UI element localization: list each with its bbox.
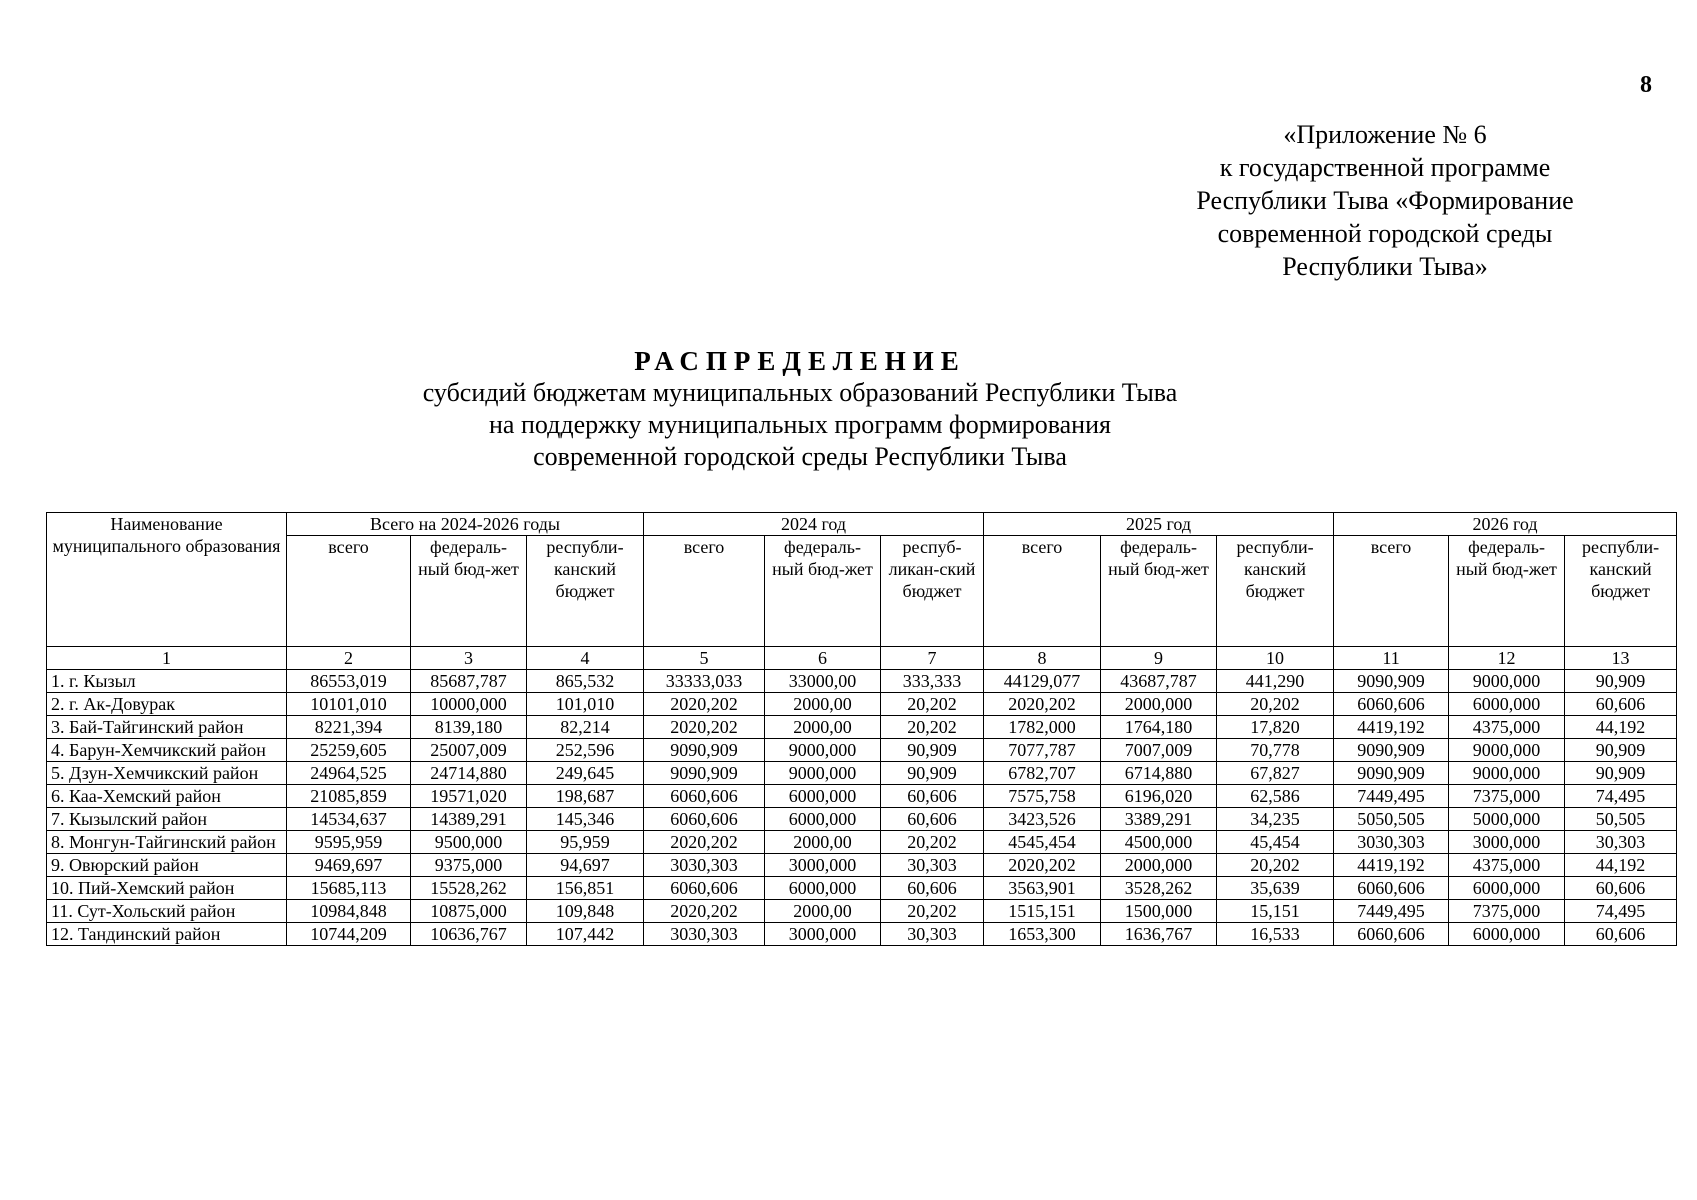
table-row bbox=[47, 693, 1677, 716]
table-cell: 441,290 bbox=[1217, 670, 1334, 693]
table-cell: 35,639 bbox=[1217, 877, 1334, 900]
table-body bbox=[47, 670, 1677, 946]
table-cell: 21085,859 bbox=[287, 785, 411, 808]
table-cell: 90,909 bbox=[881, 739, 984, 762]
table-cell: 20,202 bbox=[1217, 854, 1334, 877]
column-number: 2 bbox=[287, 647, 411, 670]
table-cell: 94,697 bbox=[527, 854, 644, 877]
municipality-name: 4. Барун-Хемчикский район bbox=[47, 739, 287, 762]
table-cell: 25259,605 bbox=[287, 739, 411, 762]
table-row bbox=[47, 854, 1677, 877]
table-cell: 62,586 bbox=[1217, 785, 1334, 808]
table-cell: 60,606 bbox=[1565, 877, 1677, 900]
table-cell: 6000,000 bbox=[1449, 923, 1565, 946]
table-row bbox=[47, 739, 1677, 762]
table-cell: 6782,707 bbox=[984, 762, 1101, 785]
table-cell: 6714,880 bbox=[1101, 762, 1217, 785]
table-cell: 60,606 bbox=[1565, 923, 1677, 946]
column-header: всего bbox=[644, 536, 765, 647]
table-cell: 1636,767 bbox=[1101, 923, 1217, 946]
table-cell: 6000,000 bbox=[765, 808, 881, 831]
table-cell: 1782,000 bbox=[984, 716, 1101, 739]
table-cell: 15,151 bbox=[1217, 900, 1334, 923]
table-cell: 9090,909 bbox=[1334, 739, 1449, 762]
table-cell: 9500,000 bbox=[411, 831, 527, 854]
column-header: республи-канский бюджет bbox=[1217, 536, 1334, 647]
table-cell: 5050,505 bbox=[1334, 808, 1449, 831]
table-cell: 7077,787 bbox=[984, 739, 1101, 762]
table-cell: 333,333 bbox=[881, 670, 984, 693]
table-cell: 9000,000 bbox=[1449, 739, 1565, 762]
column-header-name: Наименование муниципального образования bbox=[47, 513, 287, 647]
table-cell: 2000,00 bbox=[765, 716, 881, 739]
table-cell: 6060,606 bbox=[644, 877, 765, 900]
table-cell: 33333,033 bbox=[644, 670, 765, 693]
column-number: 3 bbox=[411, 647, 527, 670]
table-row bbox=[47, 831, 1677, 854]
table-cell: 20,202 bbox=[881, 716, 984, 739]
table-cell: 34,235 bbox=[1217, 808, 1334, 831]
column-header: республи-канский бюджет bbox=[527, 536, 644, 647]
table-cell: 6000,000 bbox=[1449, 877, 1565, 900]
column-header: федераль-ный бюд-жет bbox=[411, 536, 527, 647]
column-header: респуб-ликан-ский бюджет bbox=[881, 536, 984, 647]
subsidy-distribution-table bbox=[46, 512, 1677, 946]
column-group-total: Всего на 2024-2026 годы bbox=[287, 513, 644, 536]
table-cell: 2020,202 bbox=[984, 693, 1101, 716]
table-cell: 44,192 bbox=[1565, 854, 1677, 877]
table-cell: 252,596 bbox=[527, 739, 644, 762]
table-cell: 33000,00 bbox=[765, 670, 881, 693]
table-cell: 19571,020 bbox=[411, 785, 527, 808]
municipality-name: 11. Сут-Хольский район bbox=[47, 900, 287, 923]
table-cell: 6060,606 bbox=[1334, 923, 1449, 946]
table-cell: 74,495 bbox=[1565, 900, 1677, 923]
table-cell: 6000,000 bbox=[1449, 693, 1565, 716]
table-cell: 86553,019 bbox=[287, 670, 411, 693]
table-cell: 249,645 bbox=[527, 762, 644, 785]
table-cell: 6060,606 bbox=[1334, 877, 1449, 900]
table-cell: 109,848 bbox=[527, 900, 644, 923]
table-cell: 4500,000 bbox=[1101, 831, 1217, 854]
table-cell: 7575,758 bbox=[984, 785, 1101, 808]
municipality-name: 5. Дзун-Хемчикский район bbox=[47, 762, 287, 785]
table-cell: 90,909 bbox=[1565, 739, 1677, 762]
column-number: 8 bbox=[984, 647, 1101, 670]
table-cell: 20,202 bbox=[881, 693, 984, 716]
column-number: 10 bbox=[1217, 647, 1334, 670]
table-row bbox=[47, 670, 1677, 693]
column-header: федераль-ный бюд-жет bbox=[1449, 536, 1565, 647]
municipality-name: 8. Монгун-Тайгинский район bbox=[47, 831, 287, 854]
table-cell: 9000,000 bbox=[765, 739, 881, 762]
table-cell: 5000,000 bbox=[1449, 808, 1565, 831]
table-cell: 4375,000 bbox=[1449, 716, 1565, 739]
column-number: 11 bbox=[1334, 647, 1449, 670]
column-number: 7 bbox=[881, 647, 984, 670]
table-cell: 7007,009 bbox=[1101, 739, 1217, 762]
table-cell: 198,687 bbox=[527, 785, 644, 808]
table-row bbox=[47, 762, 1677, 785]
table-cell: 7449,495 bbox=[1334, 785, 1449, 808]
table-cell: 8139,180 bbox=[411, 716, 527, 739]
table-cell: 4419,192 bbox=[1334, 716, 1449, 739]
column-group-2024: 2024 год bbox=[644, 513, 984, 536]
table-cell: 44,192 bbox=[1565, 716, 1677, 739]
table-cell: 2020,202 bbox=[644, 831, 765, 854]
table-cell: 1515,151 bbox=[984, 900, 1101, 923]
table-cell: 17,820 bbox=[1217, 716, 1334, 739]
municipality-name: 7. Кызылский район bbox=[47, 808, 287, 831]
table-cell: 15528,262 bbox=[411, 877, 527, 900]
table-cell: 74,495 bbox=[1565, 785, 1677, 808]
table-cell: 20,202 bbox=[1217, 693, 1334, 716]
header-group-row bbox=[47, 513, 1677, 536]
table-cell: 9000,000 bbox=[765, 762, 881, 785]
table-cell: 82,214 bbox=[527, 716, 644, 739]
table-cell: 6196,020 bbox=[1101, 785, 1217, 808]
column-header: федераль-ный бюд-жет bbox=[1101, 536, 1217, 647]
table-cell: 50,505 bbox=[1565, 808, 1677, 831]
appendix-reference bbox=[1150, 118, 1620, 283]
table-cell: 9000,000 bbox=[1449, 762, 1565, 785]
appendix-line: «Приложение № 6 bbox=[1283, 120, 1487, 149]
table-cell: 2020,202 bbox=[644, 716, 765, 739]
table-cell: 10636,767 bbox=[411, 923, 527, 946]
table-cell: 20,202 bbox=[881, 900, 984, 923]
table-cell: 90,909 bbox=[1565, 670, 1677, 693]
table-cell: 101,010 bbox=[527, 693, 644, 716]
table-row bbox=[47, 785, 1677, 808]
table-cell: 30,303 bbox=[1565, 831, 1677, 854]
table-cell: 156,851 bbox=[527, 877, 644, 900]
table-cell: 1653,300 bbox=[984, 923, 1101, 946]
column-number: 6 bbox=[765, 647, 881, 670]
municipality-name: 9. Овюрский район bbox=[47, 854, 287, 877]
table-cell: 7375,000 bbox=[1449, 785, 1565, 808]
document-title: РАСПРЕДЕЛЕНИЕ bbox=[634, 346, 966, 376]
table-cell: 85687,787 bbox=[411, 670, 527, 693]
table-cell: 6060,606 bbox=[644, 808, 765, 831]
table-cell: 60,606 bbox=[881, 877, 984, 900]
table-cell: 3000,000 bbox=[765, 854, 881, 877]
table-cell: 14389,291 bbox=[411, 808, 527, 831]
column-number: 4 bbox=[527, 647, 644, 670]
column-number-row bbox=[47, 647, 1677, 670]
table-cell: 2000,00 bbox=[765, 693, 881, 716]
table-cell: 9090,909 bbox=[644, 739, 765, 762]
column-group-2025: 2025 год bbox=[984, 513, 1334, 536]
table-cell: 25007,009 bbox=[411, 739, 527, 762]
table-row bbox=[47, 716, 1677, 739]
table-cell: 10984,848 bbox=[287, 900, 411, 923]
table-cell: 865,532 bbox=[527, 670, 644, 693]
table-cell: 14534,637 bbox=[287, 808, 411, 831]
table-cell: 24964,525 bbox=[287, 762, 411, 785]
table-cell: 3000,000 bbox=[1449, 831, 1565, 854]
table-cell: 2000,000 bbox=[1101, 693, 1217, 716]
table-cell: 3030,303 bbox=[644, 923, 765, 946]
table-cell: 3030,303 bbox=[1334, 831, 1449, 854]
table-cell: 6060,606 bbox=[1334, 693, 1449, 716]
column-header: федераль-ный бюд-жет bbox=[765, 536, 881, 647]
table-cell: 9000,000 bbox=[1449, 670, 1565, 693]
table-cell: 2000,00 bbox=[765, 831, 881, 854]
table-cell: 10744,209 bbox=[287, 923, 411, 946]
table-cell: 24714,880 bbox=[411, 762, 527, 785]
table-cell: 44129,077 bbox=[984, 670, 1101, 693]
table-cell: 90,909 bbox=[1565, 762, 1677, 785]
column-header: всего bbox=[287, 536, 411, 647]
column-header: всего bbox=[1334, 536, 1449, 647]
municipality-name: 12. Тандинский район bbox=[47, 923, 287, 946]
table-cell: 7449,495 bbox=[1334, 900, 1449, 923]
table-cell: 9090,909 bbox=[644, 762, 765, 785]
column-header: всего bbox=[984, 536, 1101, 647]
table-cell: 16,533 bbox=[1217, 923, 1334, 946]
column-number: 5 bbox=[644, 647, 765, 670]
table-cell: 2020,202 bbox=[984, 854, 1101, 877]
table-cell: 60,606 bbox=[881, 808, 984, 831]
subtitle-line: субсидий бюджетам муниципальных образований Республики Тыва bbox=[422, 378, 1178, 407]
table-cell: 6000,000 bbox=[765, 785, 881, 808]
table-row bbox=[47, 923, 1677, 946]
table-cell: 3528,262 bbox=[1101, 877, 1217, 900]
table-cell: 9375,000 bbox=[411, 854, 527, 877]
table-cell: 90,909 bbox=[881, 762, 984, 785]
table-cell: 3423,526 bbox=[984, 808, 1101, 831]
column-number: 9 bbox=[1101, 647, 1217, 670]
table-cell: 145,346 bbox=[527, 808, 644, 831]
table-cell: 9595,959 bbox=[287, 831, 411, 854]
table-cell: 20,202 bbox=[881, 831, 984, 854]
appendix-line: современной городской среды bbox=[1217, 219, 1553, 248]
table-cell: 8221,394 bbox=[287, 716, 411, 739]
table-row bbox=[47, 808, 1677, 831]
appendix-line: Республики Тыва «Формирование bbox=[1196, 186, 1574, 215]
table-cell: 9469,697 bbox=[287, 854, 411, 877]
table-cell: 4545,454 bbox=[984, 831, 1101, 854]
table-cell: 67,827 bbox=[1217, 762, 1334, 785]
table-cell: 1764,180 bbox=[1101, 716, 1217, 739]
appendix-line: Республики Тыва» bbox=[1282, 252, 1488, 281]
table-cell: 7375,000 bbox=[1449, 900, 1565, 923]
table-cell: 4375,000 bbox=[1449, 854, 1565, 877]
table-row bbox=[47, 877, 1677, 900]
table-cell: 60,606 bbox=[881, 785, 984, 808]
header-sub-row bbox=[47, 536, 1677, 647]
table-cell: 9090,909 bbox=[1334, 670, 1449, 693]
table-cell: 3389,291 bbox=[1101, 808, 1217, 831]
column-header: республи-канский бюджет bbox=[1565, 536, 1677, 647]
title-block bbox=[300, 345, 1300, 473]
table-cell: 1500,000 bbox=[1101, 900, 1217, 923]
column-number: 12 bbox=[1449, 647, 1565, 670]
municipality-name: 1. г. Кызыл bbox=[47, 670, 287, 693]
table-cell: 45,454 bbox=[1217, 831, 1334, 854]
column-group-2026: 2026 год bbox=[1334, 513, 1677, 536]
table-cell: 107,442 bbox=[527, 923, 644, 946]
table-cell: 3030,303 bbox=[644, 854, 765, 877]
table-cell: 2020,202 bbox=[644, 693, 765, 716]
municipality-name: 2. г. Ак-Довурак bbox=[47, 693, 287, 716]
table-cell: 2020,202 bbox=[644, 900, 765, 923]
municipality-name: 10. Пий-Хемский район bbox=[47, 877, 287, 900]
column-number: 1 bbox=[47, 647, 287, 670]
document-subtitle bbox=[300, 377, 1300, 473]
table-cell: 3000,000 bbox=[765, 923, 881, 946]
table-cell: 95,959 bbox=[527, 831, 644, 854]
municipality-name: 6. Каа-Хемский район bbox=[47, 785, 287, 808]
table-cell: 10000,000 bbox=[411, 693, 527, 716]
table-cell: 2000,00 bbox=[765, 900, 881, 923]
table-cell: 6000,000 bbox=[765, 877, 881, 900]
page-number: 8 bbox=[1640, 72, 1652, 98]
subtitle-line: на поддержку муниципальных программ формирования bbox=[489, 410, 1111, 439]
table-cell: 70,778 bbox=[1217, 739, 1334, 762]
subtitle-line: современной городской среды Республики Тыва bbox=[533, 442, 1067, 471]
column-number: 13 bbox=[1565, 647, 1677, 670]
table-cell: 10875,000 bbox=[411, 900, 527, 923]
table-cell: 30,303 bbox=[881, 854, 984, 877]
table-cell: 15685,113 bbox=[287, 877, 411, 900]
table-cell: 4419,192 bbox=[1334, 854, 1449, 877]
table-cell: 10101,010 bbox=[287, 693, 411, 716]
table-cell: 3563,901 bbox=[984, 877, 1101, 900]
table-cell: 60,606 bbox=[1565, 693, 1677, 716]
table-cell: 6060,606 bbox=[644, 785, 765, 808]
table-row bbox=[47, 900, 1677, 923]
appendix-line: к государственной программе bbox=[1219, 153, 1551, 182]
table-cell: 30,303 bbox=[881, 923, 984, 946]
municipality-name: 3. Бай-Тайгинский район bbox=[47, 716, 287, 739]
table-cell: 43687,787 bbox=[1101, 670, 1217, 693]
table-cell: 9090,909 bbox=[1334, 762, 1449, 785]
table-cell: 2000,000 bbox=[1101, 854, 1217, 877]
